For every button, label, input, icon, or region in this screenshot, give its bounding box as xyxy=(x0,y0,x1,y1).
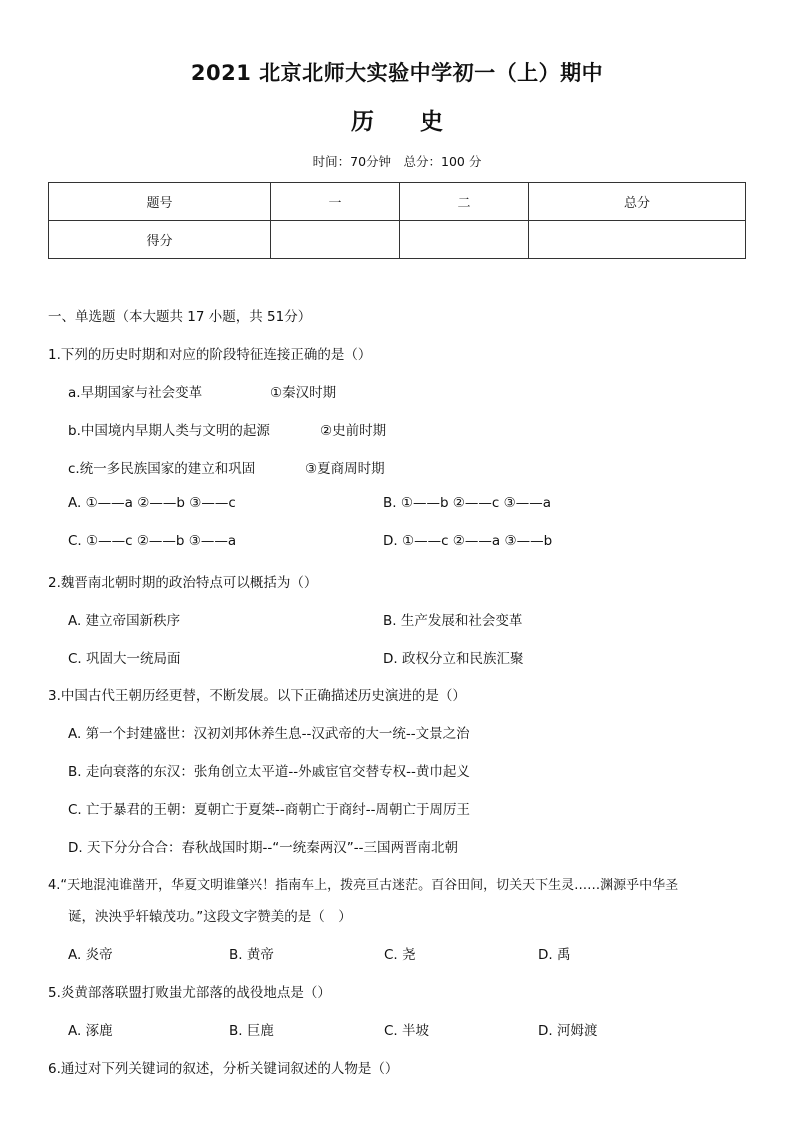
exam-title: 2021 北京北师大实验中学初一（上）期中 xyxy=(190,61,604,85)
subject-char-1: 历 xyxy=(351,109,374,135)
score-table-header-row xyxy=(49,183,746,221)
header-cell-total: 总分 xyxy=(529,183,746,221)
question-1-stem: 1.下列的历史时期和对应的阶段特征连接正确的是（） xyxy=(48,347,372,363)
q1-pair-b-left: b.中国境内早期人类与文明的起源 xyxy=(68,423,270,439)
q1-option-b[interactable]: B. ①——b ②——c ③——a xyxy=(383,495,551,511)
time-info: 时间：70分钟 总分：100 分 xyxy=(312,154,482,169)
score-cell-section-1[interactable] xyxy=(271,221,400,259)
q5-option-c[interactable]: C. 半坡 xyxy=(384,1023,430,1039)
q1-option-a[interactable]: A. ①——a ②——b ③——c xyxy=(68,495,236,511)
question-2-stem: 2.魏晋南北朝时期的政治特点可以概括为（） xyxy=(48,575,318,591)
q1-pair-c-left: c.统一多民族国家的建立和巩固 xyxy=(68,461,256,477)
score-cell-label: 得分 xyxy=(49,221,271,259)
question-4-stem-line-2: 诞，泱泱乎轩辕茂功。”这段文字赞美的是（ ） xyxy=(68,909,352,925)
q4-option-c[interactable]: C. 尧 xyxy=(384,947,416,963)
q5-option-b[interactable]: B. 巨鹿 xyxy=(229,1023,274,1039)
q1-pair-a-left: a.早期国家与社会变革 xyxy=(68,385,203,401)
q2-option-c[interactable]: C. 巩固大一统局面 xyxy=(68,651,181,667)
q3-option-c[interactable]: C. 亡于暴君的王朝：夏朝亡于夏桀--商朝亡于商纣--周朝亡于周厉王 xyxy=(68,802,470,818)
section-1-title: 一、单选题（本大题共 17 小题，共 51分） xyxy=(48,309,312,325)
subject-char-2: 史 xyxy=(420,109,443,135)
q4-option-a[interactable]: A. 炎帝 xyxy=(68,947,113,963)
q3-option-a[interactable]: A. 第一个封建盛世：汉初刘邦休养生息--汉武帝的大一统--文景之治 xyxy=(68,726,470,742)
header-cell-section-1: 一 xyxy=(271,183,400,221)
subject-heading xyxy=(0,103,794,136)
q4-option-b[interactable]: B. 黄帝 xyxy=(229,947,274,963)
q5-option-a[interactable]: A. 涿鹿 xyxy=(68,1023,113,1039)
q4-option-d[interactable]: D. 禹 xyxy=(538,947,571,963)
score-cell-section-2[interactable] xyxy=(400,221,529,259)
score-cell-total[interactable] xyxy=(529,221,746,259)
q1-pair-c-right: ③夏商周时期 xyxy=(305,461,385,477)
q2-option-d[interactable]: D. 政权分立和民族汇聚 xyxy=(383,651,524,667)
score-table-score-row xyxy=(49,221,746,259)
question-3-stem: 3.中国古代王朝历经更替，不断发展。以下正确描述历史演进的是（） xyxy=(48,688,466,704)
q3-option-d[interactable]: D. 天下分分合合：春秋战国时期--“一统秦两汉”--三国两晋南北朝 xyxy=(68,840,458,856)
question-6-stem: 6.通过对下列关键词的叙述，分析关键词叙述的人物是（） xyxy=(48,1061,399,1077)
header-cell-section-2: 二 xyxy=(400,183,529,221)
q1-pair-b-right: ②史前时期 xyxy=(320,423,387,439)
q1-pair-a-right: ①秦汉时期 xyxy=(270,385,337,401)
q3-option-b[interactable]: B. 走向衰落的东汉：张角创立太平道--外戚宦官交替专权--黄巾起义 xyxy=(68,764,470,780)
q2-option-b[interactable]: B. 生产发展和社会变革 xyxy=(383,613,523,629)
header-cell-question-number: 题号 xyxy=(49,183,271,221)
score-table xyxy=(48,182,746,259)
q2-option-a[interactable]: A. 建立帝国新秩序 xyxy=(68,613,181,629)
question-5-stem: 5.炎黄部落联盟打败蚩尤部落的战役地点是（） xyxy=(48,985,331,1001)
q1-option-d[interactable]: D. ①——c ②——a ③——b xyxy=(383,533,553,549)
q5-option-d[interactable]: D. 河姆渡 xyxy=(538,1023,598,1039)
question-4-stem-line-1: 4.“天地混沌谁凿开，华夏文明谁肇兴！指南车上，拨亮亘古迷茫。百谷田间，切关天下生灵……渊源乎中华圣 xyxy=(48,878,679,893)
q1-option-c[interactable]: C. ①——c ②——b ③——a xyxy=(68,533,237,549)
